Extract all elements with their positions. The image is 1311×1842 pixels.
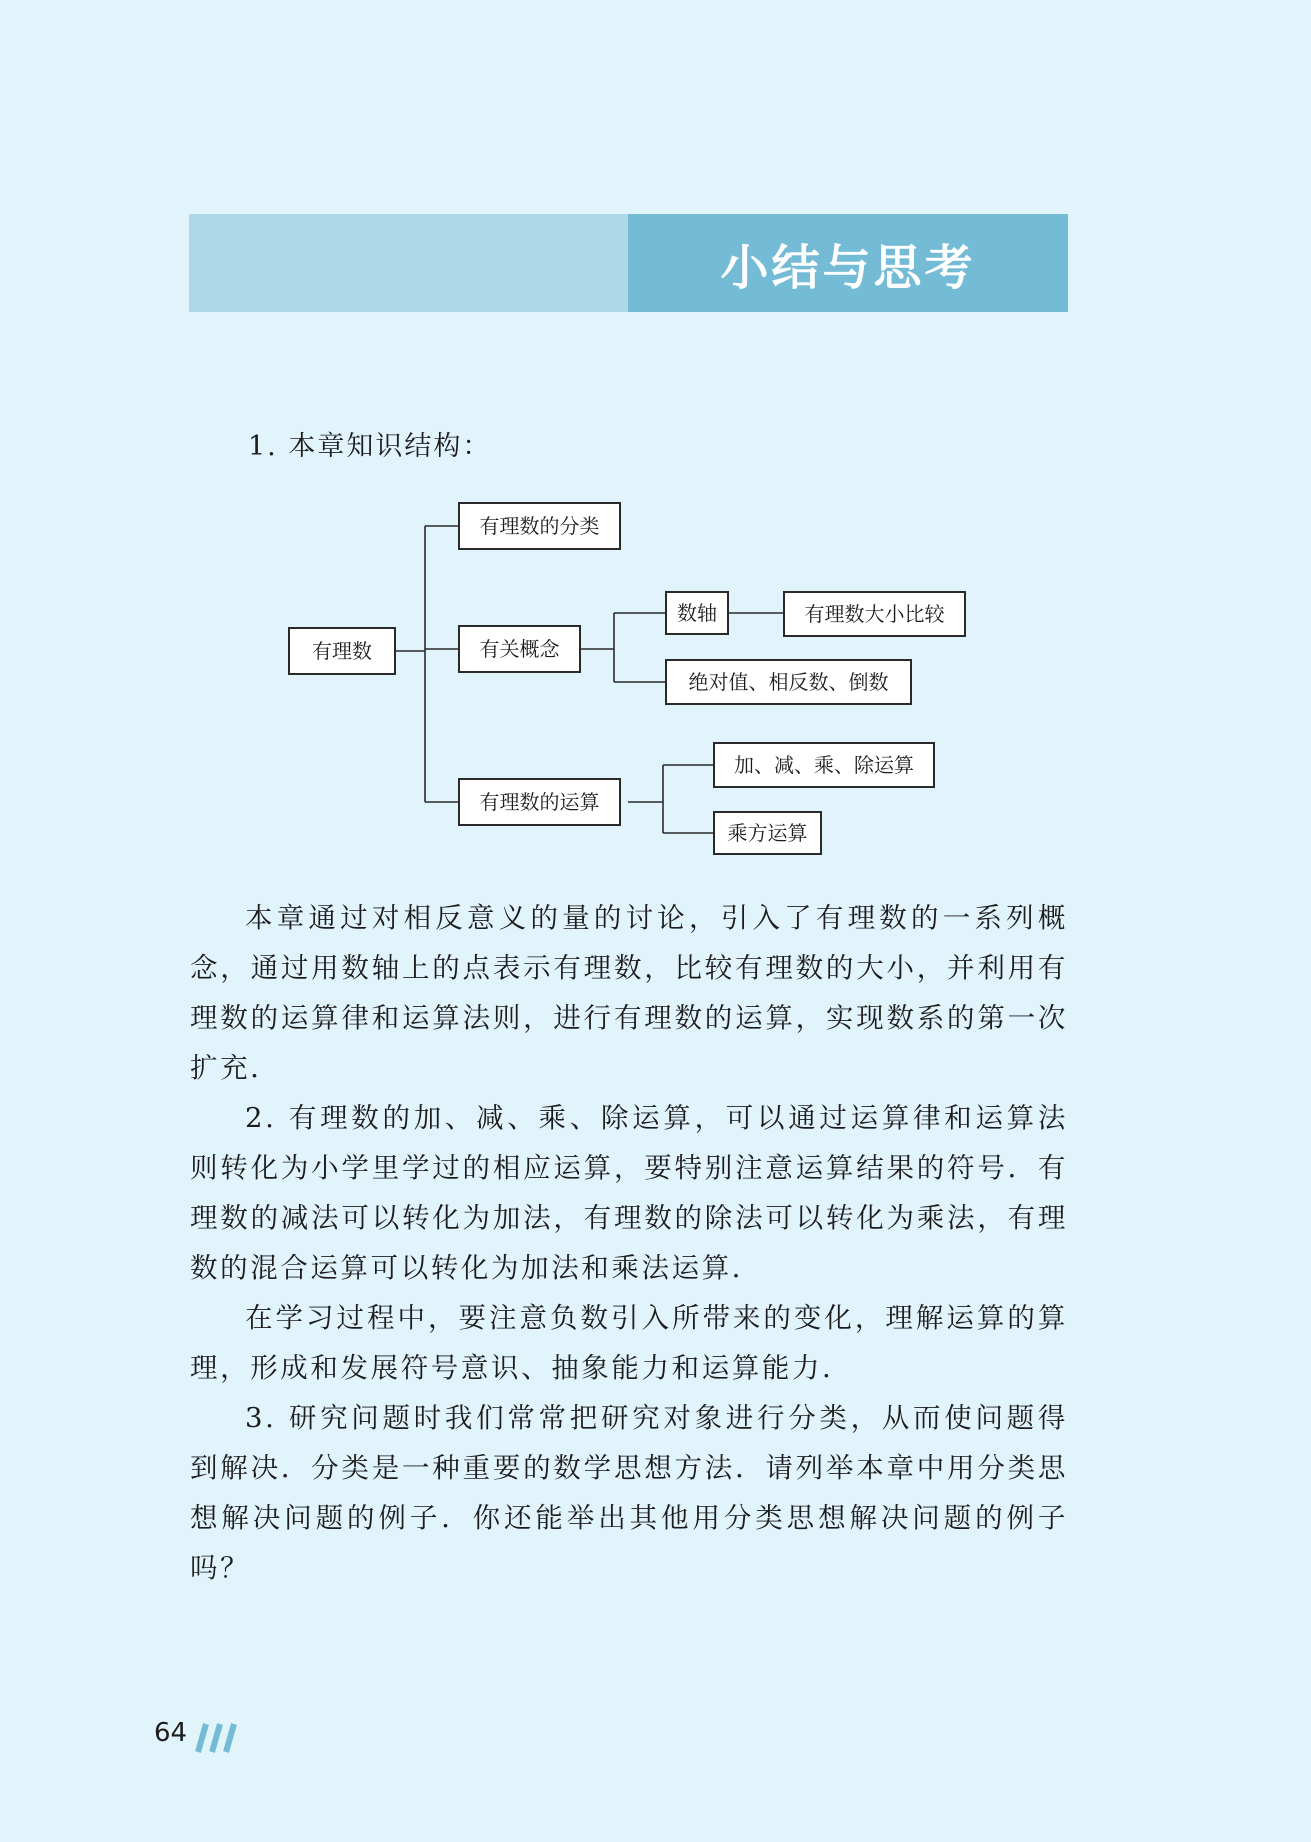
banner-title-box [628, 214, 1068, 312]
summary-text [190, 893, 1068, 1593]
node-operations: 有理数的运算 [458, 778, 621, 826]
paragraph: 本章通过对相反意义的量的讨论，引入了有理数的一系列概念，通过用数轴上的点表示有理数，比较有理数的大小，并利用有理数的运算律和运算法则，进行有理数的运算，实现数系的第一次扩充． [190, 902, 1068, 1084]
paragraph: 2. 有理数的加、减、乘、除运算，可以通过运算律和运算法则转化为小学里学过的相应运算，要特别注意运算结果的符号．有理数的减法可以转化为加法，有理数的除法可以转化为乘法，有理数的混合运算可以转化为加法和乘法运算． [190, 1102, 1068, 1284]
paragraph: 在学习过程中，要注意负数引入所带来的变化，理解运算的算理，形成和发展符号意识、抽象能力和运算能力． [190, 1302, 1068, 1384]
node-four-operations: 加、减、乘、除运算 [713, 742, 935, 788]
paragraph: 3. 研究问题时我们常常把研究对象进行分类，从而使问题得到解决．分类是一种重要的数学思想方法．请列举本章中用分类思想解决问题的例子．你还能举出其他用分类思想解决问题的例子吗？ [190, 1402, 1068, 1584]
section-heading: 1. 本章知识结构： [248, 431, 492, 462]
page-number: 64 [154, 1718, 188, 1748]
slash-decoration-icon [188, 1722, 238, 1754]
node-abs-opposite-reciprocal: 绝对值、相反数、倒数 [665, 659, 912, 705]
knowledge-structure-diagram [278, 492, 978, 862]
node-size-comparison: 有理数大小比较 [783, 591, 966, 637]
node-number-line: 数轴 [665, 591, 729, 635]
banner-title: 小结与思考 [720, 239, 976, 296]
node-power-operation: 乘方运算 [713, 811, 822, 855]
node-rational-numbers: 有理数 [288, 627, 396, 675]
chapter-summary-banner [189, 214, 1068, 312]
node-classification: 有理数的分类 [458, 502, 621, 550]
node-related-concepts: 有关概念 [458, 625, 581, 673]
